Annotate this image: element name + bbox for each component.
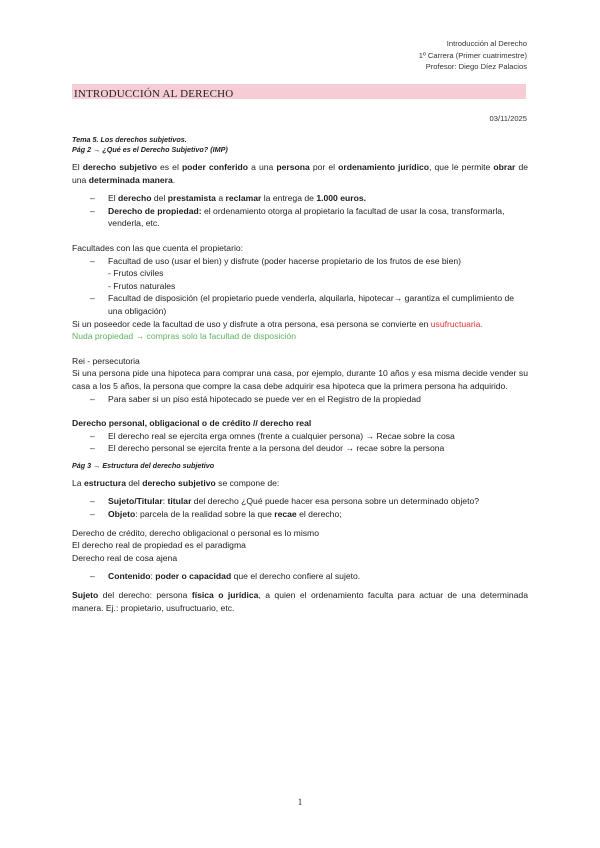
text-line: El derecho real de propiedad es el paradigma (72, 540, 246, 551)
list-item: – El derecho real se ejercita erga omnes (frente a cualquier persona) → Recae sobre la cosa (72, 430, 528, 443)
page-number: 1 (297, 797, 303, 807)
list-item: – Facultad de uso (usar el bien) y disfrute (poder hacerse propietario de los frutos de ese bien) - Frutos civiles - Frutos naturales (72, 255, 528, 293)
examples-list (72, 192, 528, 230)
rei-list (72, 393, 528, 406)
section-heading: Pág 3 → Estructura del derecho subjetivo (72, 460, 215, 470)
definition-paragraph: El derecho subjetivo es el poder conferido a una persona por el ordenamiento jurídico, que le permite obrar de una determinada manera. (72, 162, 529, 185)
list-item: – Facultad de disposición (el propietario puede venderla, alquilarla, hipotecar→ garantiza el cumplimiento de una obligación) (72, 292, 528, 317)
document-date: 03/11/2025 (489, 114, 527, 123)
title-bar (72, 84, 526, 99)
contenido-list (72, 570, 528, 583)
list-item: – Contenido: poder o capacidad que el derecho confiere al sujeto. (72, 570, 528, 583)
document-body (72, 135, 528, 614)
document-title: INTRODUCCIÓN AL DERECHO (74, 88, 234, 100)
list-item: – Derecho de propiedad: el ordenamiento otorga al propietario la facultad de usar la cosa, transformarla, venderla, etc. (72, 205, 528, 230)
facultades-list (72, 255, 528, 318)
document-header (419, 38, 527, 73)
professor-name: Profesor: Diego Díez Palacios (425, 62, 527, 72)
nuda-propiedad-note: Nuda propiedad → compras solo la facultad de disposición (72, 331, 297, 342)
sujeto-paragraph: Sujeto del derecho: persona física o jurídica, a quien el ordenamiento faculta para actuar de una determinada manera. Ej.: propietario, usufructuario, etc. (72, 590, 528, 613)
list-item: – Sujeto/Titular: titular del derecho ¿Qué puede hacer esa persona sobre un determinado objeto? (72, 495, 528, 508)
list-item: – Para saber si un piso está hipotecado se puede ver en el Registro de la propiedad (72, 393, 528, 406)
rei-paragraph: Si una persona pide una hipoteca para comprar una casa, por ejemplo, durante 10 años y esa misma decide vender su casa a los 5 años, la persona que compre la casa debe adquirir esa hipoteca que la primera persona ha adquirido. (72, 368, 528, 391)
topic-subtitle: Pág 2 → ¿Qué es el Derecho Subjetivo? (IMP) (72, 145, 228, 154)
usufructo-paragraph: Si un poseedor cede la facultad de uso y disfrute a otra persona, esa persona se convierte en usufructuaria. (72, 318, 483, 329)
text-line: Derecho de crédito, derecho obligacional o personal es lo mismo (72, 527, 319, 538)
list-item: – El derecho del prestamista a reclamar la entrega de 1.000 euros. (72, 192, 528, 205)
topic-title: Tema 5. Los derechos subjetivos. (72, 135, 187, 144)
course-name: Introducción al Derecho (446, 39, 527, 48)
text-line: Derecho real de cosa ajena (72, 552, 178, 563)
estructura-paragraph: La estructura del derecho subjetivo se compone de: (72, 477, 280, 488)
topic-heading (72, 135, 528, 155)
list-item: – El derecho personal se ejercita frente a la persona del deudor → recae sobre la persona (72, 442, 528, 455)
course-year: 1º Carrera (Primer cuatrimestre) (418, 50, 527, 60)
facultades-intro: Facultades con las que cuenta el propietario: (72, 242, 244, 253)
sub-item: - Frutos civiles (108, 268, 164, 279)
list-item: – Objeto: parcela de la realidad sobre la que recae el derecho; (72, 508, 528, 521)
personal-title: Derecho personal, obligacional o de crédito // derecho real (72, 418, 312, 429)
sub-item: - Frutos naturales (108, 280, 176, 291)
rei-title: Rei - persecutoria (72, 355, 140, 366)
personal-list (72, 430, 528, 455)
estructura-list (72, 495, 528, 520)
